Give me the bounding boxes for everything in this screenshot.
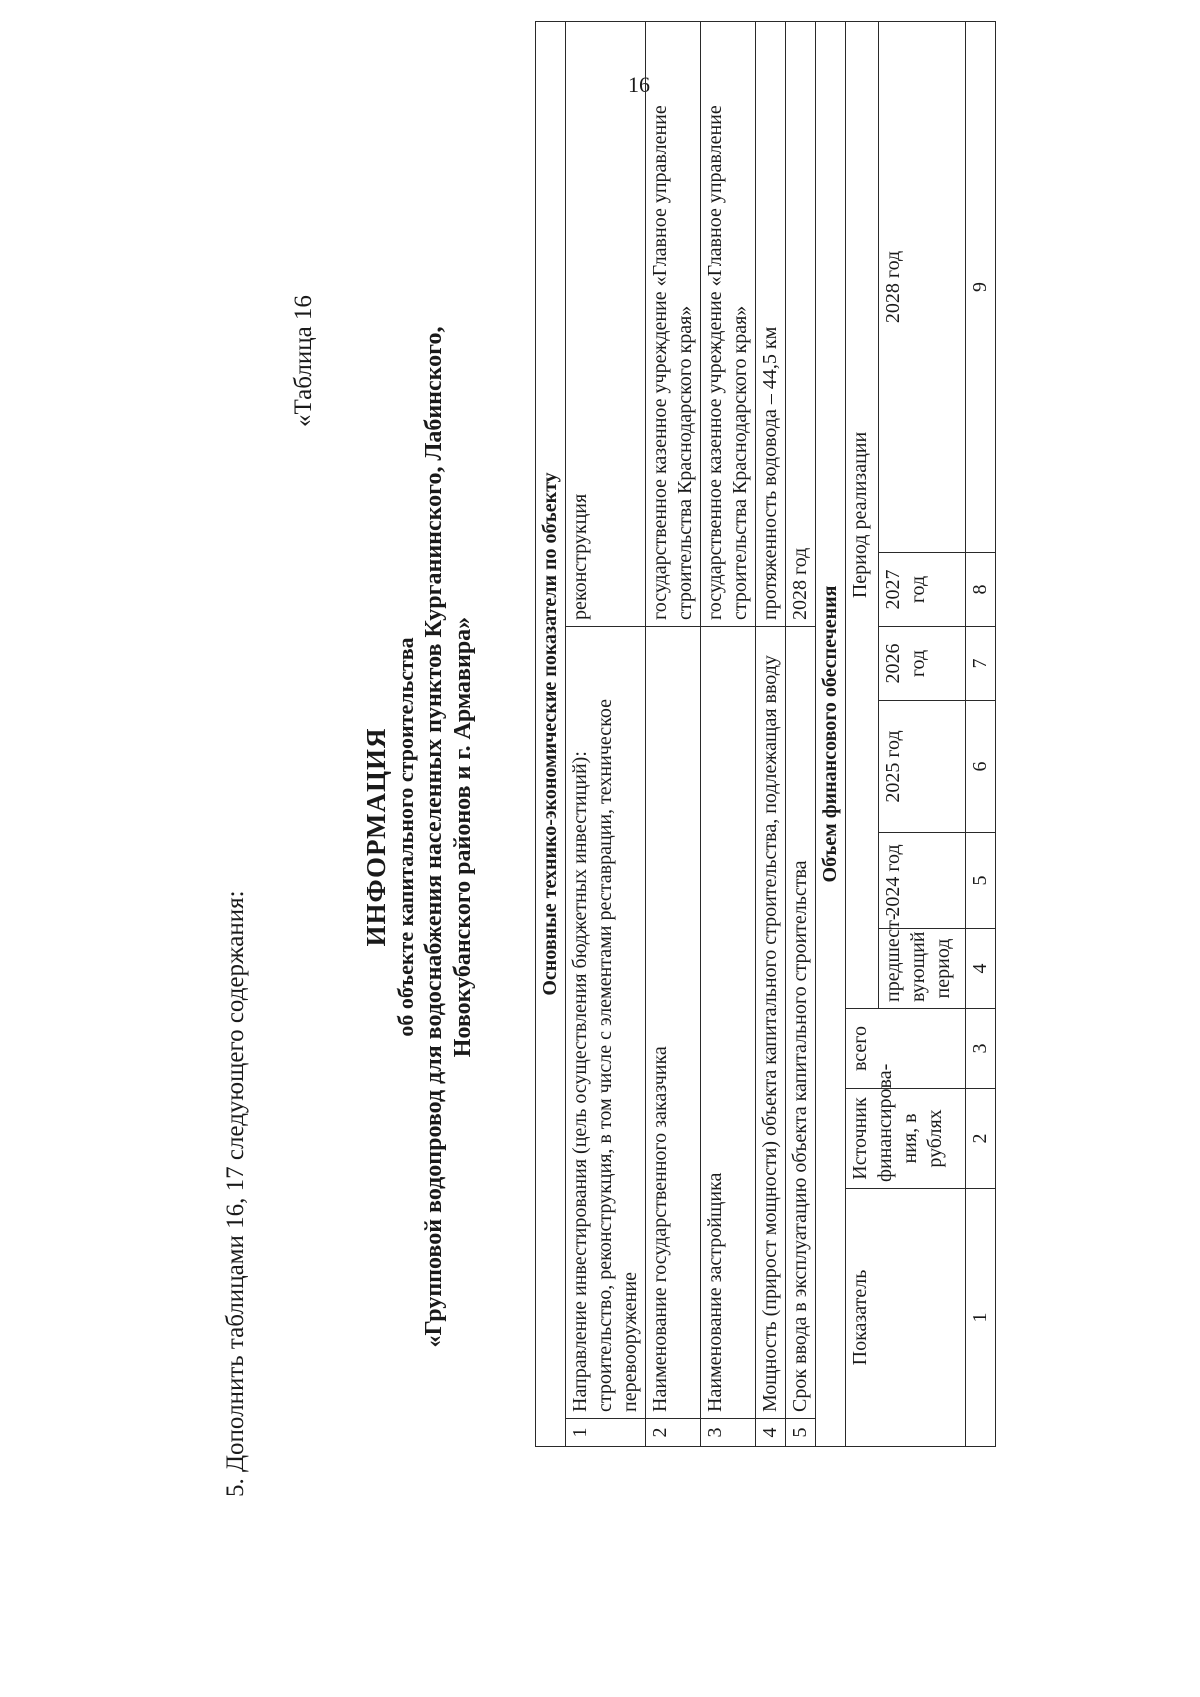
column-number: 7 [966, 627, 996, 701]
indicator-label: Мощность (прирост мощности) объекта капитального строительства, подлежащая вводу [756, 627, 786, 1419]
indicator-row [566, 21, 646, 1446]
intro-text: 5. Дополнить таблицами 16, 17 следующего содержания: [222, 890, 249, 1497]
finance-section-title: Объем финансового обеспечения [816, 21, 846, 1446]
title-main: ИНФОРМАЦИЯ [361, 727, 391, 947]
indicator-number: 5 [786, 1419, 816, 1447]
indicator-value: государственное казенное учреждение «Главное управление строительства Краснодарского края» [701, 21, 756, 626]
title-sub: об объекте капитального строительства [392, 637, 418, 1037]
header-year-2024: 2024 год [878, 833, 965, 929]
document-title [360, 177, 478, 1497]
header-year-2026: 2026 год [878, 627, 965, 701]
indicator-label: Срок ввода в эксплуатацию объекта капитального строительства [786, 627, 816, 1419]
indicator-label: Наименование государственного заказчика [646, 627, 701, 1419]
column-number: 9 [966, 21, 996, 552]
header-source: Источник финансирова-ния, в рублях [846, 1089, 966, 1189]
finance-section-row [816, 21, 846, 1446]
indicator-number: 3 [701, 1419, 756, 1447]
indicator-number: 4 [756, 1419, 786, 1447]
column-number: 6 [966, 701, 996, 833]
column-number: 8 [966, 553, 996, 627]
header-period-group: Период реализации [846, 21, 879, 1008]
indicator-label: Направление инвестирования (цель осуществления бюджетных инвестиций): строительство, реконструкция, в том числе с элементами реставрации, техническое перевооружение [566, 627, 646, 1419]
page-number: 16 [628, 72, 650, 97]
object-info-table [535, 21, 996, 1447]
column-number: 3 [966, 1009, 996, 1089]
indicator-label: Наименование застройщика [701, 627, 756, 1419]
indicator-number: 2 [646, 1419, 701, 1447]
finance-column-numbers-row [966, 21, 996, 1446]
indicator-value: реконструкция [566, 21, 646, 626]
indicator-row [646, 21, 701, 1446]
column-number: 5 [966, 833, 996, 929]
indicator-row [756, 21, 786, 1446]
indicator-row [701, 21, 756, 1446]
header-year-2028: 2028 год [878, 21, 965, 552]
finance-header-row [846, 21, 879, 1446]
table-reference: «Таблица 16 [290, 295, 317, 427]
column-number: 4 [966, 929, 996, 1009]
indicator-value: 2028 год [786, 21, 816, 626]
indicator-value: протяженность водовода – 44,5 км [756, 21, 786, 626]
indicator-row [786, 21, 816, 1446]
column-number: 1 [966, 1189, 996, 1447]
header-total: всего [846, 1009, 966, 1089]
title-name-line1: «Групповой водопровод для водоснабжения населенных пунктов Курганинского, Лабинского, [420, 326, 447, 1348]
indicator-number: 1 [566, 1419, 646, 1447]
header-year-2027: 2027 год [878, 553, 965, 627]
indicators-section-title: Основные технико-экономические показатели по объекту [536, 21, 566, 1446]
header-indicator: Показатель [846, 1189, 966, 1447]
indicator-value: государственное казенное учреждение «Главное управление строительства Краснодарского края» [646, 21, 701, 626]
title-name-line2: Новокубанского районов и г. Армавира» [450, 616, 477, 1058]
header-year-2025: 2025 год [878, 701, 965, 833]
header-prev-period: предшест-вующий период [878, 929, 965, 1009]
indicators-section-row [536, 21, 566, 1446]
column-number: 2 [966, 1089, 996, 1189]
